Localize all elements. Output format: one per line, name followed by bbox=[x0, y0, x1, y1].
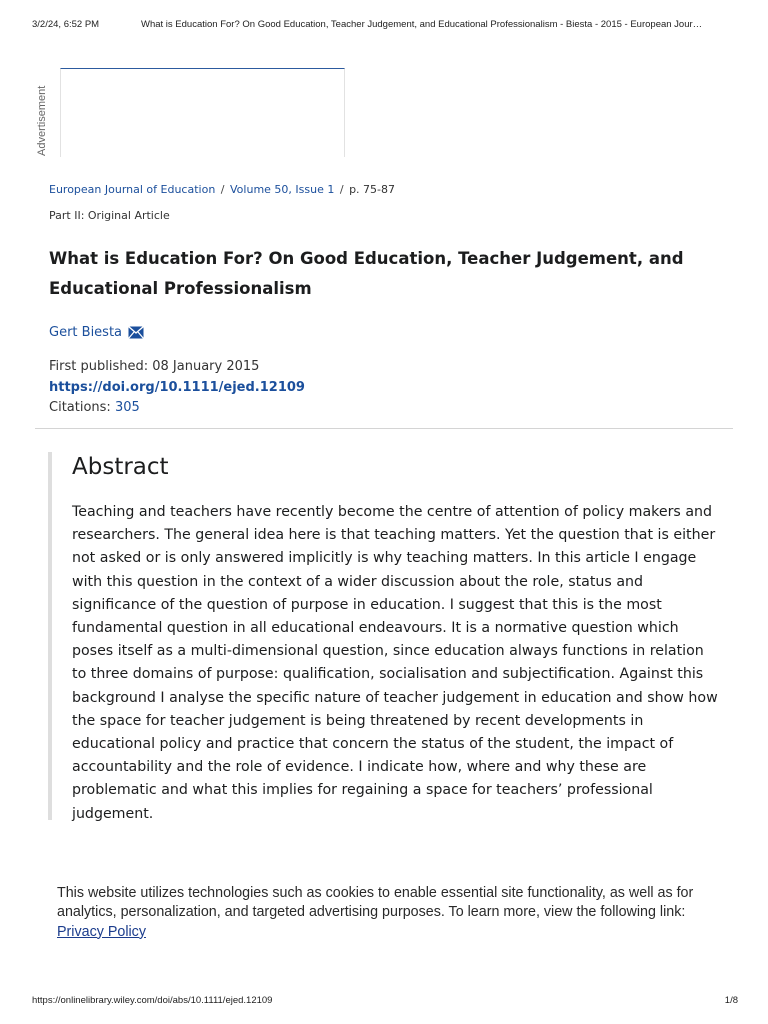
article-section-label: Part II: Original Article bbox=[49, 209, 170, 222]
article-title: What is Education For? On Good Education, Teacher Judgement, and Educational Professionalism bbox=[49, 249, 684, 298]
issue-link[interactable]: Volume 50, Issue 1 bbox=[230, 183, 335, 196]
journal-link[interactable]: European Journal of Education bbox=[49, 183, 216, 196]
section-divider bbox=[35, 428, 733, 429]
print-header bbox=[32, 19, 738, 30]
cookie-banner-text: This website utilizes technologies such as cookies to enable essential site functionality, as well as for analytics, personalization, and targeted advertising purposes. To learn more, view the following link: bbox=[57, 885, 694, 921]
breadcrumb-separator: / bbox=[220, 183, 225, 196]
doi-link[interactable]: https://doi.org/10.1111/ejed.12109 bbox=[49, 379, 305, 395]
print-footer bbox=[32, 995, 738, 1006]
first-published bbox=[49, 357, 305, 378]
page-range: p. 75-87 bbox=[349, 183, 396, 196]
abstract-heading: Abstract bbox=[72, 454, 169, 480]
abstract-section bbox=[48, 452, 728, 820]
privacy-policy-link[interactable]: Privacy Policy bbox=[57, 923, 146, 940]
publication-meta bbox=[49, 357, 305, 419]
author-link[interactable]: Gert Biesta bbox=[49, 325, 123, 340]
author-list bbox=[49, 325, 144, 343]
breadcrumb bbox=[49, 183, 395, 196]
advertisement-label: Advertisement bbox=[36, 85, 48, 156]
cookie-banner bbox=[57, 884, 717, 942]
abstract-text: Teaching and teachers have recently become the centre of attention of policy makers and researchers. The general idea here is that teaching matters. Yet the question that is either not asked or is only answered implicitly is why teaching matters. In this article I engage with this question in the context of a wider discussion about the role, status and significance of the question of purpose in education. I suggest that this is the most fundamental question in all educational endeavours. It is a normative question which poses itself as a multi-dimensional question, since education always functions in relation to three domains of purpose: qualification, socialisation and subjectification. Against this background I analyse the specific nature of teacher judgement in education and show how the space for teacher judgement is being threatened by recent developments in educational policy and practice that concern the status of the student, the impact of accountability and the role of evidence. I indicate how, where and why these are problematic and what this implies for regaining a space for teachers’ professional judgement. bbox=[72, 504, 718, 822]
breadcrumb-separator: / bbox=[339, 183, 344, 196]
print-page-number: 1/8 bbox=[724, 995, 738, 1006]
print-datetime: 3/2/24, 6:52 PM bbox=[32, 19, 100, 30]
first-published-date: 08 January 2015 bbox=[152, 359, 260, 374]
first-published-label: First published: bbox=[49, 359, 153, 374]
citations-count-link[interactable]: 305 bbox=[114, 400, 140, 415]
print-url: https://onlinelibrary.wiley.com/doi/abs/10.1111/ejed.12109 bbox=[32, 995, 273, 1006]
advertisement-slot[interactable] bbox=[60, 68, 345, 157]
print-page-title: What is Education For? On Good Education, Teacher Judgement, and Educational Professionalism - Biesta - 2015 - European Jour… bbox=[141, 19, 703, 30]
envelope-icon[interactable] bbox=[128, 326, 144, 343]
citations bbox=[49, 398, 305, 419]
citations-label: Citations: bbox=[49, 400, 115, 415]
